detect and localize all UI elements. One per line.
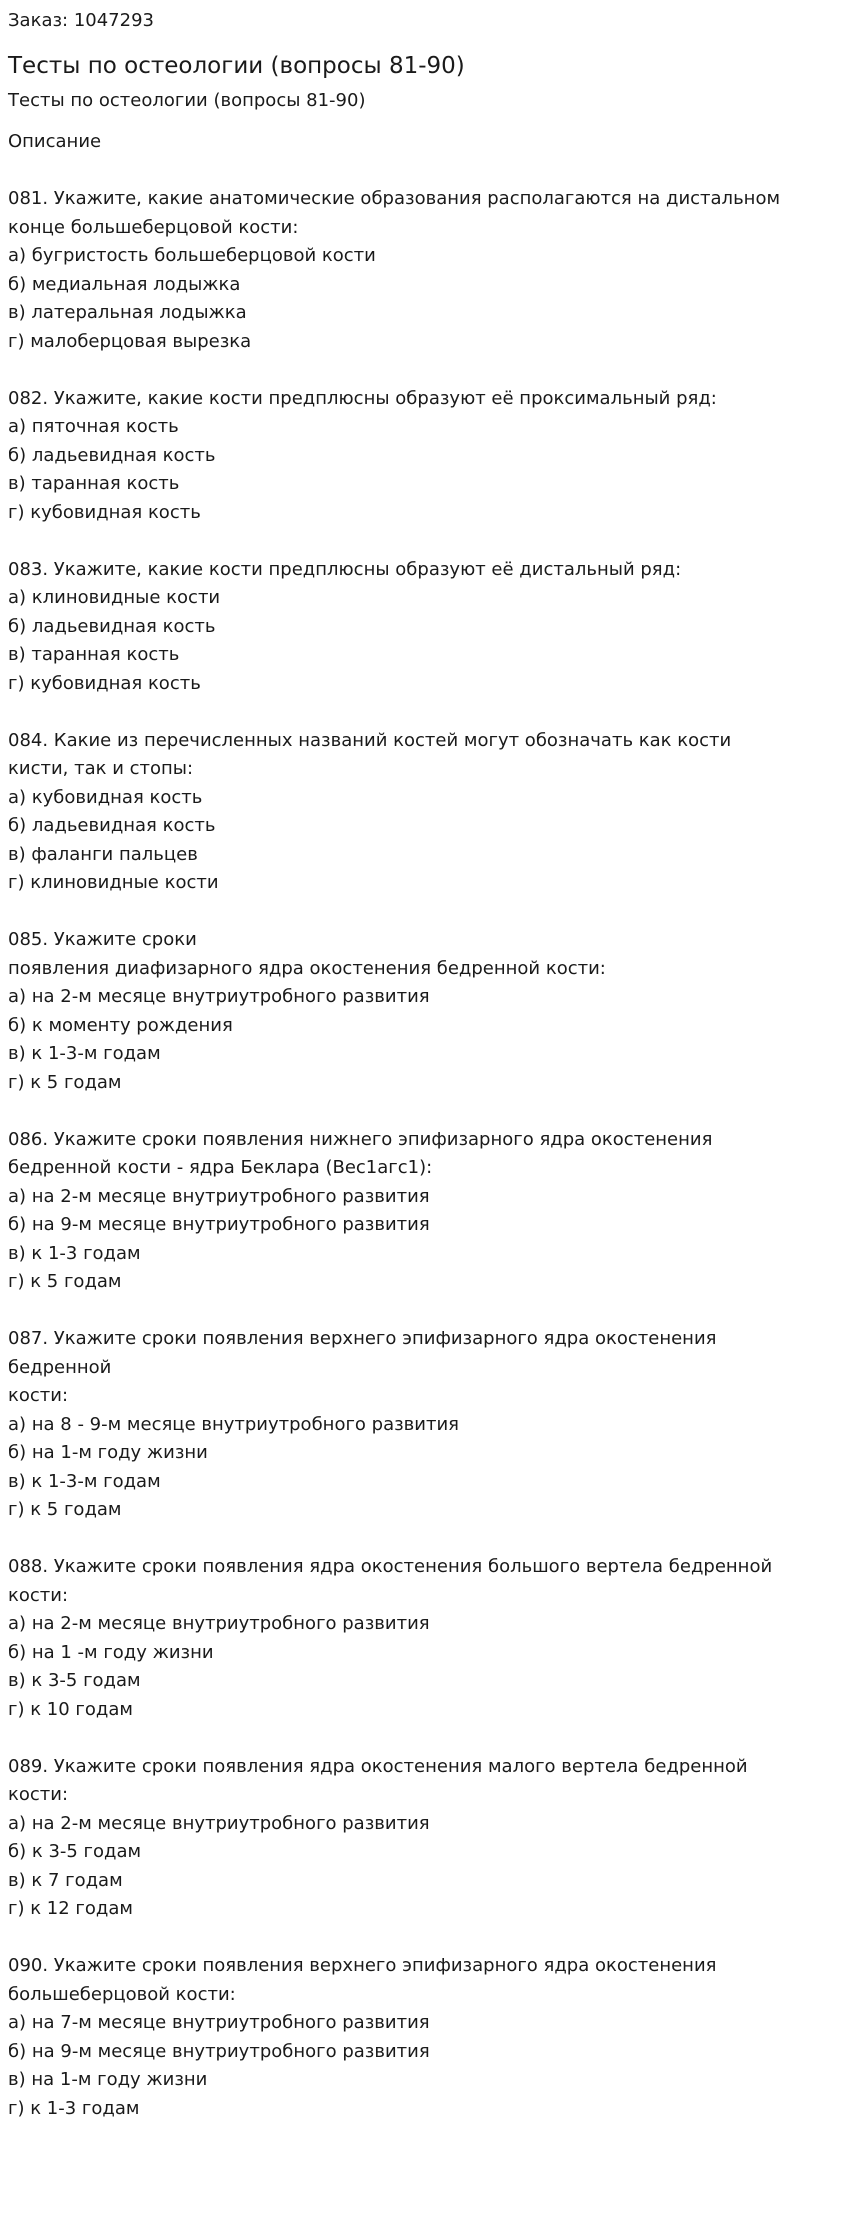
answer-option: а) на 2-м месяце внутриутробного развития [8, 1613, 430, 1634]
answer-option: в) латеральная лодыжка [8, 302, 247, 323]
answer-option: г) к 5 годам [8, 1271, 122, 1292]
question-block [8, 1952, 839, 2123]
answer-option: б) к 3-5 годам [8, 1841, 142, 1862]
answer-option: в) к 1-3-м годам [8, 1470, 161, 1492]
questions-list [8, 185, 839, 2123]
question-text: бедренной [8, 1356, 112, 1378]
question-block [8, 1553, 839, 1724]
question-text: 086. Укажите сроки появления нижнего эпифизарного ядра окостенения [8, 1128, 713, 1150]
answer-option: в) таранная кость [8, 644, 180, 665]
answer-option: г) к 10 годам [8, 1698, 133, 1720]
answer-option: б) ладьевидная кость [8, 815, 216, 836]
answer-option: б) ладьевидная кость [8, 615, 216, 637]
answer-option: г) клиновидные кости [8, 872, 219, 893]
answer-option: г) малоберцовая вырезка [8, 330, 252, 352]
question-block [8, 185, 839, 356]
question-text: 087. Укажите сроки появления верхнего эпифизарного ядра окостенения [8, 1328, 717, 1349]
answer-option: б) на 1 -м году жизни [8, 1641, 214, 1663]
answer-option: а) на 2-м месяце внутриутробного развития [8, 1185, 430, 1207]
answer-option: б) ладьевидная кость [8, 444, 216, 466]
question-text: кости: [8, 1385, 69, 1406]
answer-option: а) бугристость большеберцовой кости [8, 245, 376, 266]
question-text: появления диафизарного ядра окостенения бедренной кости: [8, 957, 606, 979]
answer-option: в) на 1-м году жизни [8, 2069, 208, 2090]
answer-option: а) пяточная кость [8, 416, 179, 437]
question-block [8, 1325, 839, 1525]
question-block [8, 1126, 839, 1297]
question-text: 081. Укажите, какие анатомические образования располагаются на дистальном [8, 188, 781, 209]
question-text: кости: [8, 1784, 69, 1805]
answer-option: б) медиальная лодыжка [8, 273, 241, 295]
answer-option: г) кубовидная кость [8, 501, 201, 523]
answer-option: б) на 9-м месяце внутриутробного развития [8, 2040, 430, 2062]
answer-option: а) на 8 - 9-м месяце внутриутробного развития [8, 1413, 459, 1435]
answer-option: б) на 1-м году жизни [8, 1442, 208, 1463]
question-block [8, 1753, 839, 1924]
question-text: 090. Укажите сроки появления верхнего эпифизарного ядра окостенения [8, 1955, 717, 1976]
answer-option: а) клиновидные кости [8, 587, 221, 608]
answer-option: в) к 3-5 годам [8, 1670, 141, 1691]
answer-option: г) к 5 годам [8, 1071, 122, 1093]
answer-option: в) фаланги пальцев [8, 843, 198, 865]
answer-option: а) на 2-м месяце внутриутробного развития [8, 1812, 430, 1834]
question-text: конце большеберцовой кости: [8, 216, 299, 238]
question-block [8, 727, 839, 898]
answer-option: в) к 1-3-м годам [8, 1043, 161, 1064]
question-block [8, 926, 839, 1097]
answer-option: в) таранная кость [8, 473, 180, 494]
order-number: Заказ: 1047293 [8, 10, 154, 31]
question-block [8, 556, 839, 699]
answer-option: в) к 7 годам [8, 1869, 123, 1891]
answer-option: а) кубовидная кость [8, 786, 203, 808]
answer-option: г) к 12 годам [8, 1898, 133, 1919]
question-text: большеберцовой кости: [8, 1983, 236, 2005]
question-text: кисти, так и стопы: [8, 758, 194, 779]
answer-option: г) к 5 годам [8, 1499, 122, 1520]
answer-option: г) к 1-3 годам [8, 2097, 140, 2119]
answer-option: а) на 2-м месяце внутриутробного развития [8, 986, 430, 1007]
question-text: бедренной кости - ядра Беклара (Вес1агс1): [8, 1157, 433, 1178]
question-text: 083. Укажите, какие кости предплюсны образуют её дистальный ряд: [8, 558, 682, 580]
answer-option: б) к моменту рождения [8, 1014, 233, 1036]
page-subtitle: Тесты по остеологии (вопросы 81-90) [8, 90, 366, 111]
question-text: кости: [8, 1584, 69, 1606]
question-text: 088. Укажите сроки появления ядра окостенения большого вертела бедренной [8, 1556, 773, 1577]
question-text: 082. Укажите, какие кости предплюсны образуют её проксимальный ряд: [8, 387, 717, 409]
answer-option: а) на 7-м месяце внутриутробного развития [8, 2012, 430, 2033]
question-text: 089. Укажите сроки появления ядра окостенения малого вертела бедренной [8, 1755, 748, 1777]
question-text: 085. Укажите сроки [8, 929, 197, 950]
answer-option: б) на 9-м месяце внутриутробного развития [8, 1214, 430, 1235]
answer-option: г) кубовидная кость [8, 672, 201, 694]
page-title: Тесты по остеологии (вопросы 81-90) [8, 53, 465, 79]
answer-option: в) к 1-3 годам [8, 1242, 141, 1264]
description-label: Описание [8, 131, 102, 152]
question-block [8, 385, 839, 528]
question-text: 084. Какие из перечисленных названий костей могут обозначать как кости [8, 729, 732, 751]
